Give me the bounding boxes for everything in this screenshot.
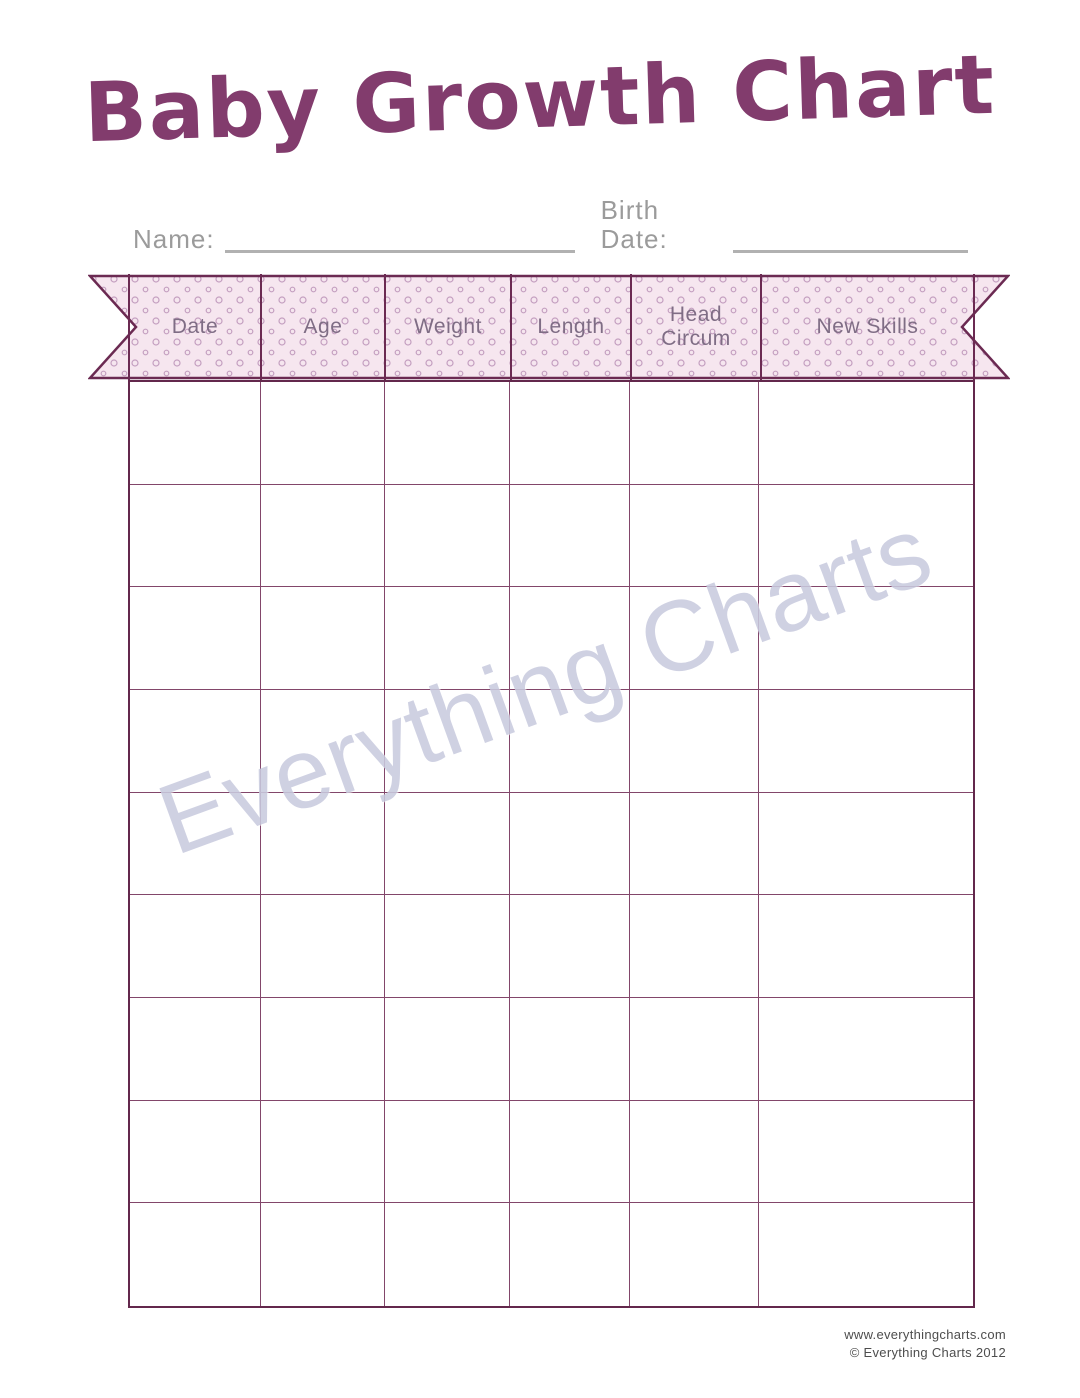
table-cell [261, 998, 384, 1101]
table-cell [510, 1101, 629, 1204]
table-cell [630, 587, 759, 690]
table-cell [510, 1203, 629, 1306]
table-header-ribbon [88, 274, 1010, 380]
table-cell [759, 485, 973, 588]
table-cell [261, 1203, 384, 1306]
table-cell [630, 382, 759, 485]
form-row [133, 196, 968, 253]
table-cell [130, 793, 261, 896]
table-cell [630, 690, 759, 793]
table-cell [261, 895, 384, 998]
table-cell [385, 793, 510, 896]
table-cell [130, 690, 261, 793]
table-cell [130, 485, 261, 588]
table-cell [630, 895, 759, 998]
table-cell [510, 690, 629, 793]
table-cell [630, 793, 759, 896]
table-cell [759, 793, 973, 896]
column-header-length: Length [510, 274, 630, 380]
table-cell [759, 587, 973, 690]
table-cell [130, 382, 261, 485]
table-cell [630, 1101, 759, 1204]
column-header-date: Date [128, 274, 260, 380]
table-cell [261, 690, 384, 793]
growth-table [128, 380, 975, 1308]
column-header-new-skills: New Skills [760, 274, 975, 380]
table-cell [510, 485, 629, 588]
table-cell [385, 1101, 510, 1204]
column-header-head-circum: Head Circum [630, 274, 760, 380]
table-cell [130, 587, 261, 690]
table-cell [759, 1203, 973, 1306]
table-cell [510, 382, 629, 485]
table-cell [759, 895, 973, 998]
table-cell [759, 382, 973, 485]
footer [844, 1326, 1006, 1361]
table-cell [630, 485, 759, 588]
birth-date-field [601, 196, 968, 253]
birth-date-blank-line [733, 223, 968, 253]
watermark: Everything Charts [144, 493, 946, 876]
table-cell [759, 690, 973, 793]
name-blank-line [225, 223, 575, 253]
column-header-age: Age [260, 274, 384, 380]
table-cell [510, 587, 629, 690]
name-label: Name: [133, 223, 215, 254]
table-cell [261, 587, 384, 690]
table-cell [385, 998, 510, 1101]
table-cell [261, 1101, 384, 1204]
table-cell [385, 690, 510, 793]
name-field [133, 223, 575, 253]
table-cell [385, 895, 510, 998]
table-cell [510, 998, 629, 1101]
table-cell [630, 1203, 759, 1306]
table-cell [759, 1101, 973, 1204]
table-cell [261, 382, 384, 485]
table-cell [261, 793, 384, 896]
table-cell [510, 793, 629, 896]
table-cell [510, 895, 629, 998]
table-cell [385, 382, 510, 485]
table-cell [130, 895, 261, 998]
table-cell [630, 998, 759, 1101]
birth-date-label: Birth Date: [600, 195, 668, 254]
table-cell [385, 1203, 510, 1306]
table-cell [261, 485, 384, 588]
table-cell [385, 485, 510, 588]
column-header-weight: Weight [384, 274, 510, 380]
table-cell [130, 1203, 261, 1306]
table-cell [130, 1101, 261, 1204]
footer-copyright: © Everything Charts 2012 [849, 1344, 1006, 1360]
table-cell [130, 998, 261, 1101]
table-header-row [128, 274, 975, 380]
footer-url: www.everythingcharts.com [844, 1327, 1006, 1342]
table-cell [385, 587, 510, 690]
table-cell [759, 998, 973, 1101]
page-title: Baby Growth Chart [82, 37, 998, 162]
